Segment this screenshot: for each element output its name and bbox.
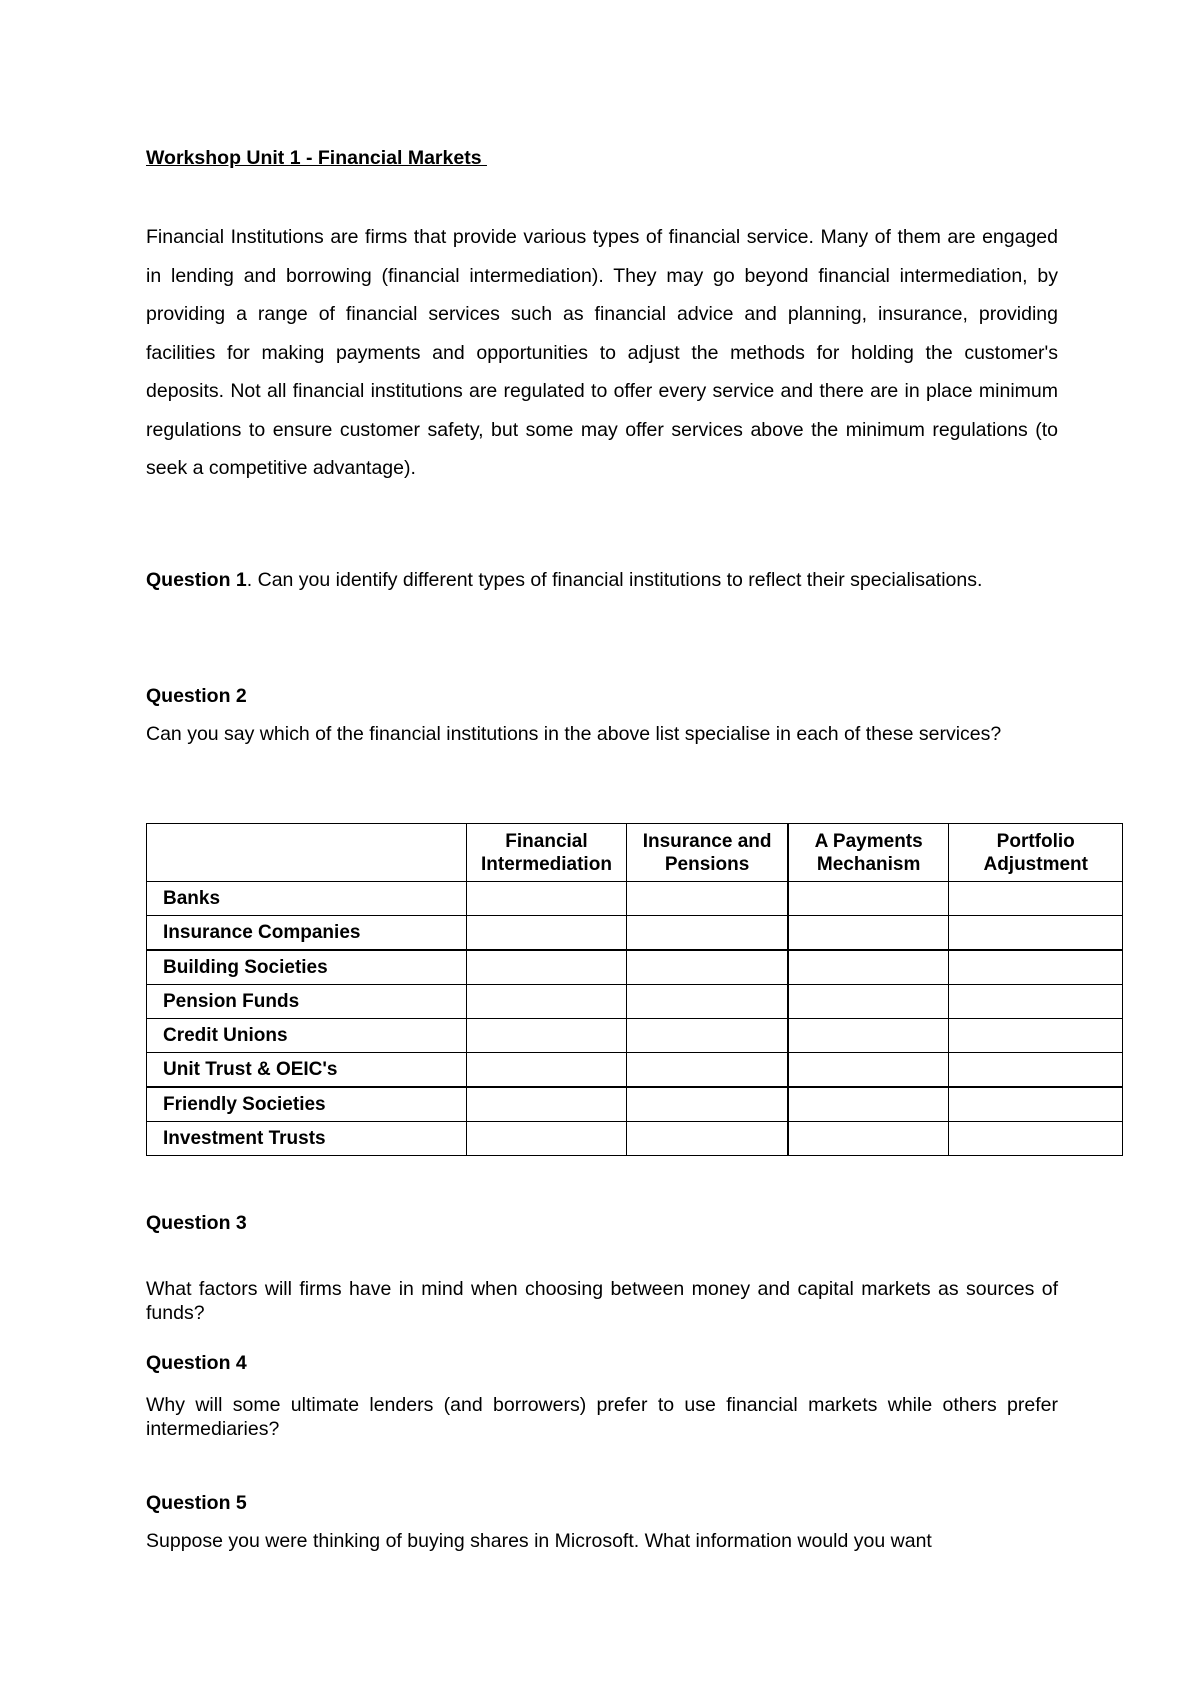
table-cell [949, 1053, 1123, 1088]
table-row [147, 1019, 1123, 1053]
row-label: Credit Unions [147, 1019, 467, 1053]
table-cell [949, 1087, 1123, 1122]
question-1 [146, 561, 1058, 600]
row-label: Insurance Companies [147, 916, 467, 951]
table-header-portfolio-adjustment: Portfolio Adjustment [949, 824, 1123, 882]
table-cell [788, 916, 949, 951]
question-2-text: Can you say which of the financial institutions in the above list specialise in each of these services? [146, 723, 1002, 745]
table-cell [949, 882, 1123, 916]
question-4-label: Question 4 [146, 1352, 247, 1374]
table-header-insurance-pensions: Insurance and Pensions [627, 824, 788, 882]
table-cell [788, 1053, 949, 1088]
table-cell [949, 916, 1123, 951]
document-title: Workshop Unit 1 - Financial Markets [146, 147, 487, 169]
row-label: Pension Funds [147, 985, 467, 1019]
intro-paragraph: Financial Institutions are firms that provide various types of financial service. Many of them are engaged in lending and borrowing (financial intermediation). They may go beyond financial intermediation, by providing a range of financial services such as financial advice and planning, insurance, providing facilities for making payments and opportunities to adjust the methods for holding the customer's deposits. Not all financial institutions are regulated to offer every service and there are in place minimum regulations to ensure customer safety, but some may offer services above the minimum regulations (to seek a competitive advantage). [146, 226, 1058, 479]
table-cell [788, 882, 949, 916]
table-cell [466, 950, 627, 985]
table-row [147, 985, 1123, 1019]
question-3-label: Question 3 [146, 1212, 247, 1234]
question-5-text: Suppose you were thinking of buying shares in Microsoft. What information would you want [146, 1530, 932, 1552]
table-cell [627, 1019, 788, 1053]
table-row [147, 1087, 1123, 1122]
question-4-text: Why will some ultimate lenders (and borrowers) prefer to use financial markets while others prefer intermediaries? [146, 1394, 1058, 1440]
table-row [147, 1122, 1123, 1156]
table-cell [466, 1087, 627, 1122]
table-cell [788, 950, 949, 985]
table-row [147, 1053, 1123, 1088]
row-label: Investment Trusts [147, 1122, 467, 1156]
row-label: Building Societies [147, 950, 467, 985]
table-cell [466, 1053, 627, 1088]
table-header-financial-intermediation: Financial Intermediation [466, 824, 627, 882]
row-label: Unit Trust & OEIC's [147, 1053, 467, 1088]
table-cell [627, 882, 788, 916]
table-cell [466, 985, 627, 1019]
table-row [147, 916, 1123, 951]
table-cell [627, 1053, 788, 1088]
table-row [147, 950, 1123, 985]
table-cell [466, 1019, 627, 1053]
table-row [147, 882, 1123, 916]
table-cell [949, 1122, 1123, 1156]
institutions-services-table [146, 823, 1123, 1156]
table-cell [627, 1087, 788, 1122]
table-cell [627, 985, 788, 1019]
table-cell [949, 985, 1123, 1019]
table-cell [627, 916, 788, 951]
table-cell [466, 882, 627, 916]
table-cell [788, 1087, 949, 1122]
table-cell [466, 916, 627, 951]
table-cell [788, 1122, 949, 1156]
question-1-text: . Can you identify different types of financial institutions to reflect their specialisations. [246, 569, 983, 591]
table-header-row [147, 824, 1123, 882]
row-label: Friendly Societies [147, 1087, 467, 1122]
table-cell [788, 1019, 949, 1053]
question-2-label: Question 2 [146, 685, 247, 707]
table-cell [949, 950, 1123, 985]
table-cell [627, 950, 788, 985]
table-cell [466, 1122, 627, 1156]
row-label: Banks [147, 882, 467, 916]
table-header-payments-mechanism: A Payments Mechanism [788, 824, 949, 882]
table-cell [788, 985, 949, 1019]
question-1-label: Question 1 [146, 569, 247, 591]
question-5-label: Question 5 [146, 1492, 247, 1514]
question-3-text: What factors will firms have in mind when choosing between money and capital markets as sources of funds? [146, 1278, 1058, 1324]
table-header-blank [147, 824, 467, 882]
table-cell [627, 1122, 788, 1156]
table-cell [949, 1019, 1123, 1053]
